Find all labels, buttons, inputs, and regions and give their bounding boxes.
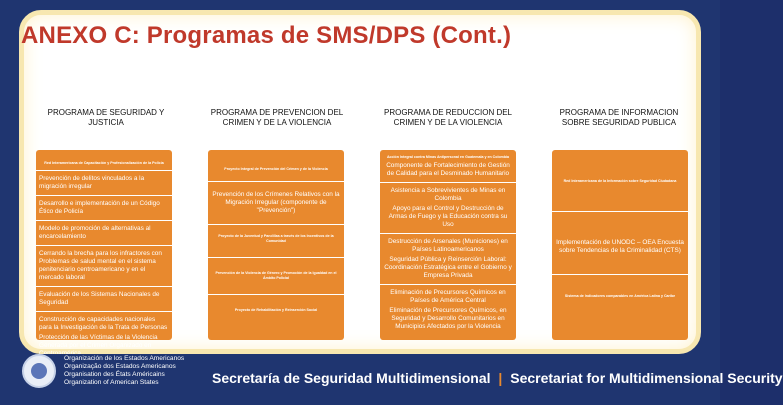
program-item: Cerrando la brecha para los infractores con Problemas de salud mental en el sistema penitenciario centroamericano y en el mercado laboral: [39, 250, 162, 281]
program-item: Evaluación de los Sistemas Nacionales de Seguridad: [39, 291, 160, 306]
program-item: Acción Integral contra Minas Antipersonal en Guatemala y en Colombia: [386, 155, 510, 159]
column-body-informacion: [552, 150, 688, 340]
program-item: Prevención de los Crímenes Relativos con la Migración Irregular (componente de "Prevención"): [212, 191, 340, 214]
secretariat-name-es: Secretaría de Seguridad Multidimensional: [212, 370, 491, 386]
org-name: Organisation des États Américains: [64, 371, 165, 378]
program-item: Sistema de Indicadores comparables en América Latina y Caribe: [564, 294, 676, 298]
program-item: Prevención de delitos vinculados a la migración irregular: [39, 175, 145, 190]
separator: |: [498, 370, 503, 386]
program-item: Destrucción de Arsenales (Municiones) en Países Latinoamericanos: [388, 238, 508, 253]
program-item: Seguridad Pública y Reinserción Laboral: Coordinación Estratégica entre el Gobierno y Empresa Privada: [384, 256, 512, 279]
program-item: Implementación de UNODC – OEA Encuesta sobre Tendencias de la Criminalidad (CTS): [556, 239, 684, 254]
program-item: Eliminación de Precursores Químicos en Países de América Central: [390, 289, 506, 304]
program-item: Apoyo para el Control y Destrucción de Armas de Fuego y la Educación contra su Uso: [388, 205, 508, 228]
program-item: Construcción de capacidades nacionales para la Investigación de la Trata de Personas: [39, 316, 168, 331]
secretariat-title: [212, 370, 783, 386]
organization-names: [64, 355, 184, 387]
column-body-seguridad-justicia: [36, 150, 172, 349]
column-body-reduccion: [380, 150, 516, 340]
program-item: Prevención de la Violencia de Género y Promoción de la Igualdad en el Ámbito Policial: [215, 271, 337, 280]
program-item: Asistencia a Sobrevivientes de Minas en Colombia: [390, 187, 506, 202]
program-item: Eliminación de Precursores Químicos, en Seguridad y Desarrollo Comunitarios en Municipios Afectados por la Violencia: [389, 307, 507, 330]
oas-logo-icon: [22, 354, 56, 388]
secretariat-name-en: Secretariat for Multidimensional Security: [510, 370, 783, 386]
org-name: Organización de los Estados Americanos: [64, 355, 185, 362]
column-header-informacion: PROGRAMA DE INFORMACION SOBRE SEGURIDAD PUBLICA: [559, 108, 679, 127]
program-item: Proyecto de la Juventud y Pandillas a través de los Incentivos de la Comunidad: [218, 234, 334, 243]
column-header-seguridad-justicia: PROGRAMA DE SEGURIDAD Y JUSTICIA: [47, 108, 165, 127]
program-item: Componente de Fortalecimiento de Gestión de Calidad para el Desminado Humanitario: [386, 162, 510, 177]
program-item: Red Interamericana de Capacitación y Profesionalización de la Policía: [44, 161, 164, 165]
program-item: Red Interamericana de la Información sobre Seguridad Ciudadana: [563, 179, 677, 183]
org-name: Organization of American States: [64, 379, 159, 386]
org-name: Organização dos Estados Americanos: [64, 363, 176, 370]
column-body-prevencion: [208, 150, 344, 340]
column-header-prevencion: PROGRAMA DE PREVENCION DEL CRIMEN Y DE LA VIOLENCIA: [210, 108, 344, 127]
slide-title: ANEXO C: Programas de SMS/DPS (Cont.): [21, 22, 512, 49]
program-item: Desarrollo e implementación de un Código Ético de Policía: [39, 200, 160, 215]
program-item: Modelo de promoción de alternativas al encarcelamiento: [39, 225, 151, 240]
program-item: Proyecto Integral de Prevención del Crimen y de la Violencia: [224, 167, 328, 171]
program-item: Proyecto de Rehabilitación y Reinserción Social: [234, 308, 318, 312]
column-header-reduccion: PROGRAMA DE REDUCCION DEL CRIMEN Y DE LA VIOLENCIA: [383, 108, 513, 127]
program-item: Protección de las Víctimas de la Violencia Generada por el Crimen Organizado en: [39, 334, 158, 349]
